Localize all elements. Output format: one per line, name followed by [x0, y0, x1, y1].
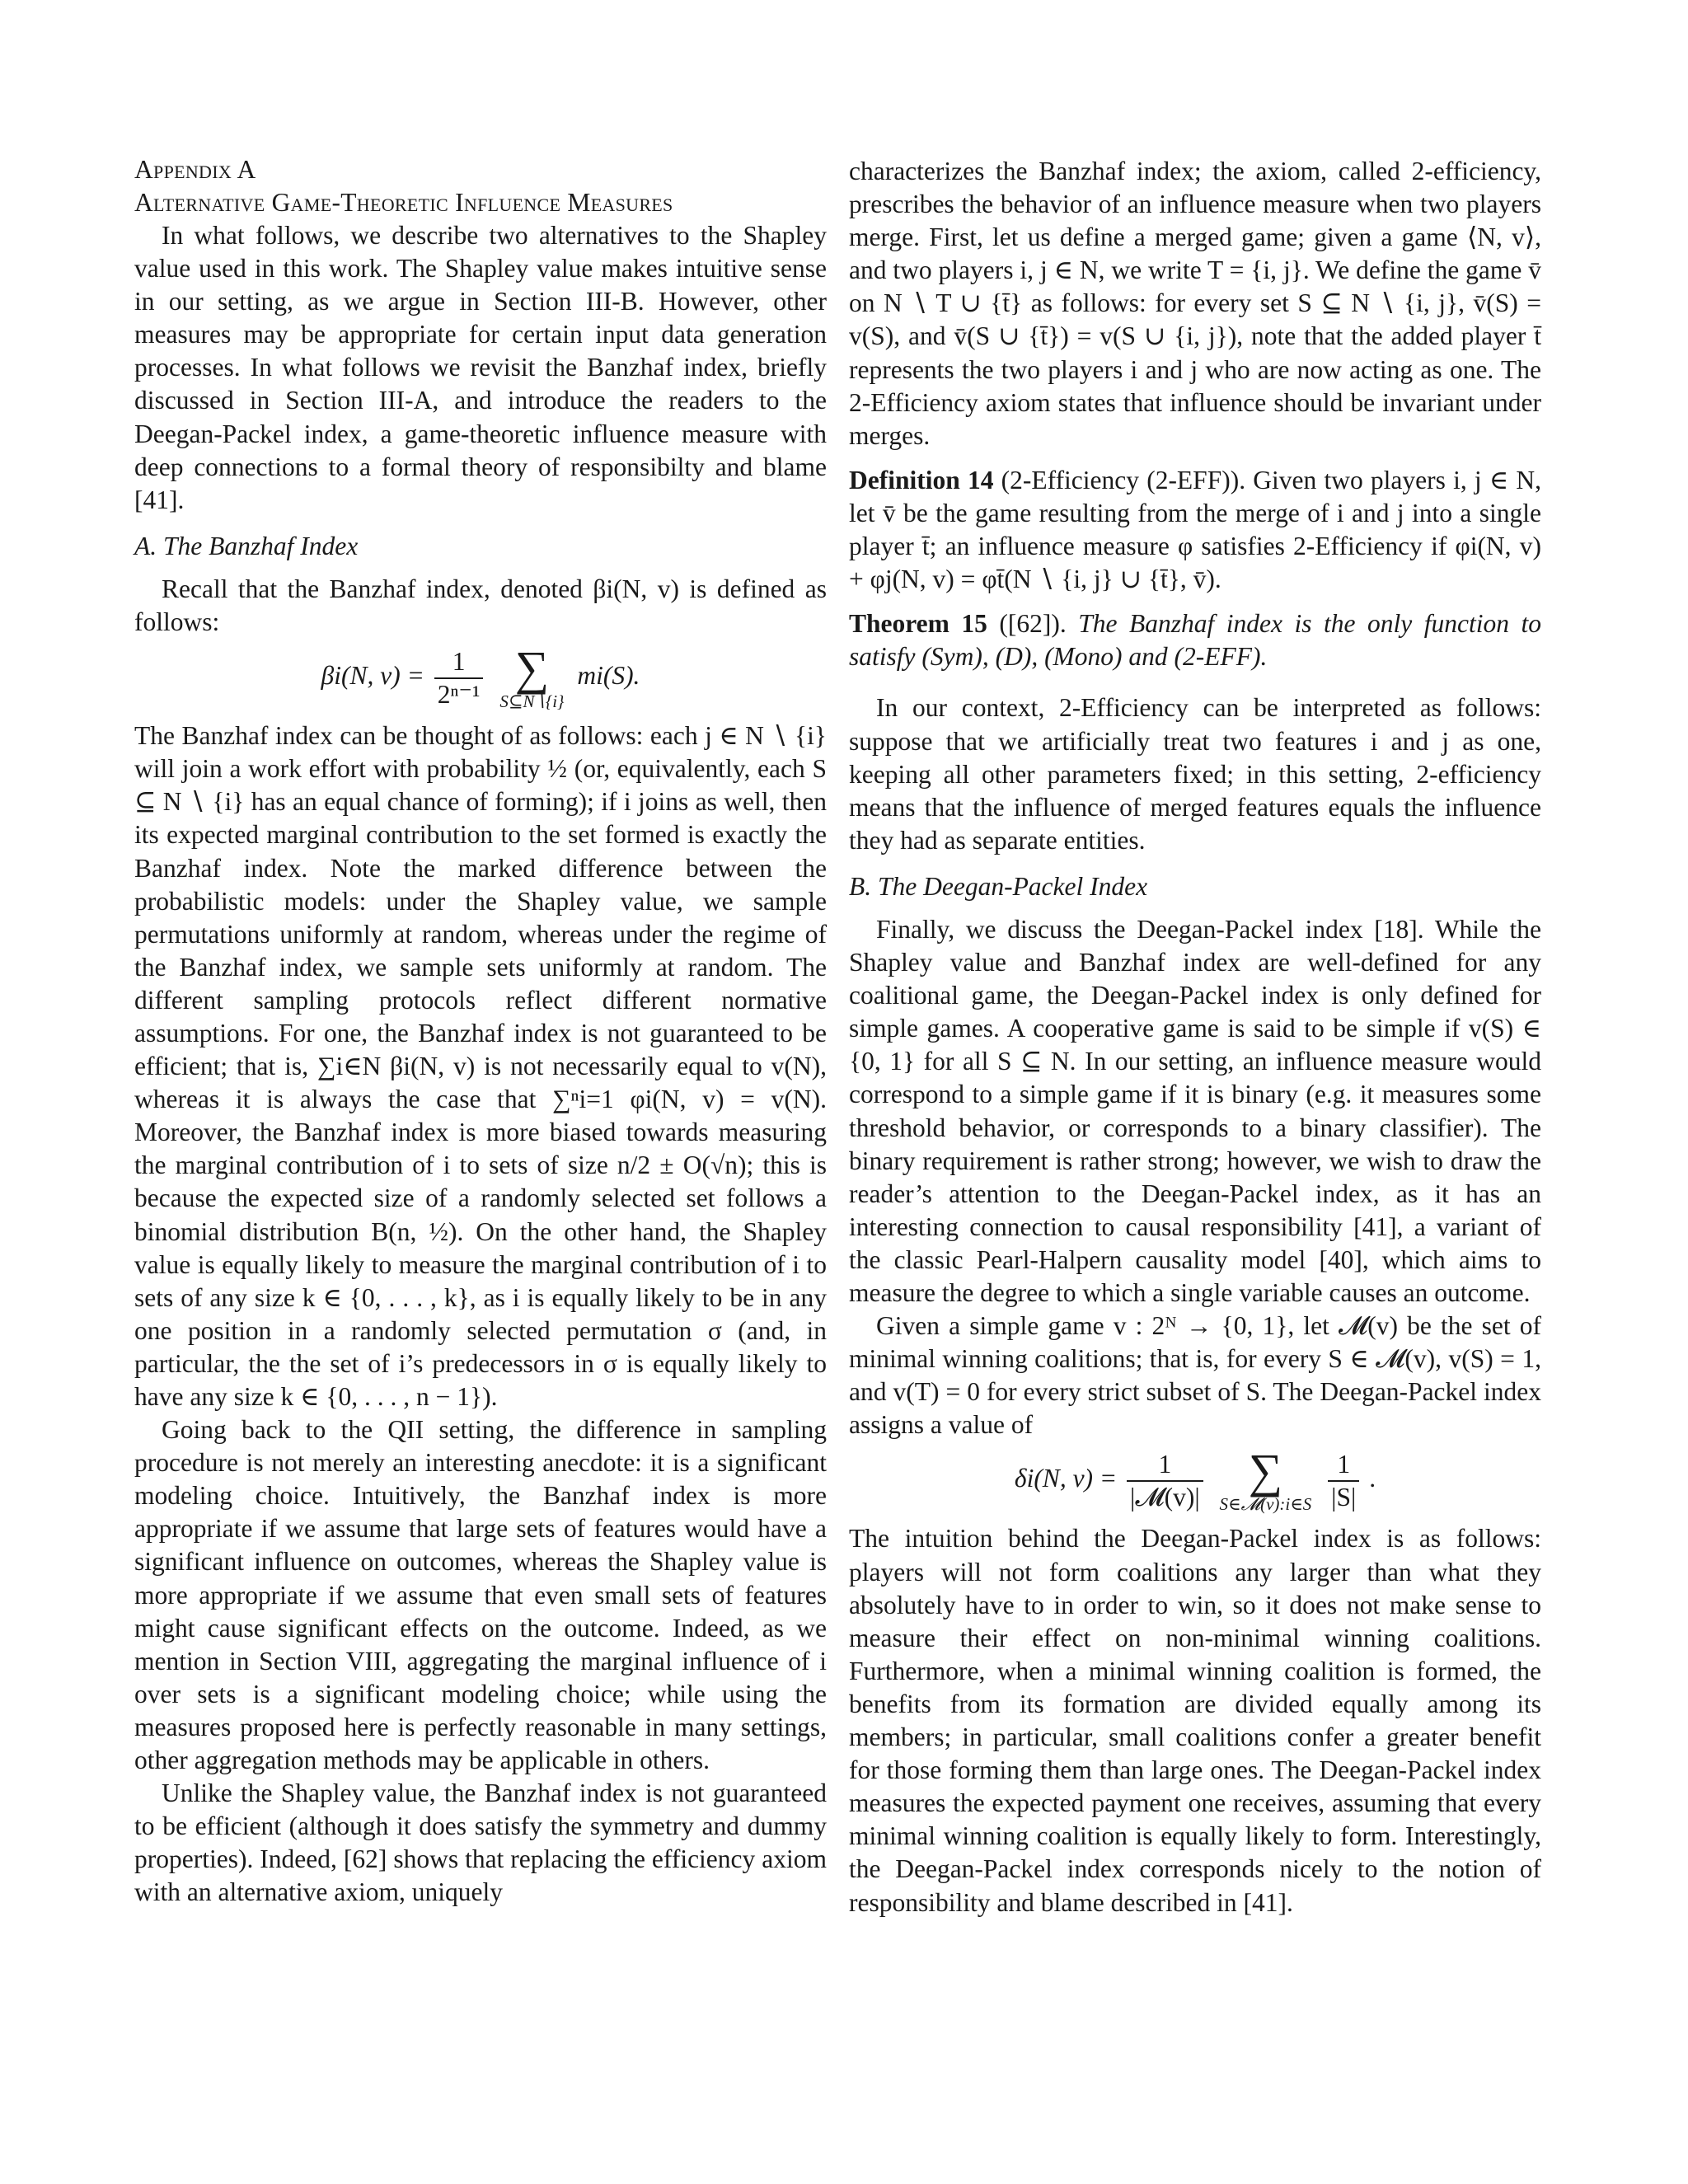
eq2-numerator-2: 1 [1328, 1449, 1359, 1482]
merge-paragraph: characterizes the Banzhaf index; the axiom, called 2-efficiency, prescribes the behavior of an influence measure when two players merge. First, let us define a merged game; given a game ⟨N, v⟩, and two players i, j ∈ N, we write T = {i, j}. We define the game v̄ on N ∖ T ∪ {t̄} as follows: for every set S ⊆ N ∖ {i, j}, v̄(S) = v(S), and v̄(S ∪ {t̄}) = v(S ∪ {i, j}), note that the added player t̄ represents the two players i and j who are now acting as one. The 2-Efficiency axiom states that influence should be invariant under merges. [849, 157, 1541, 450]
eq2-denominator-1: |𝓜(v)| [1130, 1483, 1200, 1512]
context-paragraph: In our context, 2-Efficiency can be interpreted as follows: suppose that we artificially treat two features i and j as one, keeping all other parameters fixed; in this setting, 2-efficiency means that the influence of merged features equals the influence they had as separate entities. [849, 693, 1541, 855]
eq1-numerator: 1 [434, 646, 484, 679]
appendix-title: Alternative Game-Theoretic Influence Measures [134, 188, 673, 217]
theorem-15-ref: ([62]). [999, 609, 1067, 639]
eq2-fraction-1 [1127, 1449, 1203, 1513]
eq1-fraction [434, 646, 484, 710]
definition-14-body: Given two players i, j ∈ N, let v̄ be the game resulting from the merge of i and j into a single player t̄; an influence measure φ satisfies 2-Efficiency if φi(N, v) + φj(N, v) = φt̄(N ∖ {i, j} ∪ {t̄}, v̄). [849, 465, 1542, 594]
eq1-sum-subscript: S⊆N∖{i} [499, 691, 565, 712]
eq2-numerator-1: 1 [1127, 1449, 1203, 1482]
right-column [849, 155, 1541, 1919]
eq1-rhs: mi(S). [577, 661, 640, 691]
unlike-shapley-paragraph: Unlike the Shapley value, the Banzhaf index is not guaranteed to be efficient (although it does satisfy the symmetry and dummy properties). Indeed, [62] shows that replacing the efficiency axiom with an alternative axiom, uniquely [134, 1779, 827, 1907]
banzhaf-equation [134, 641, 827, 712]
appendix-label: Appendix A [134, 155, 256, 184]
definition-14-label: Definition 14 [849, 465, 994, 494]
eq2-lhs: δi(N, v) = [1014, 1464, 1118, 1493]
simple-game-paragraph: Given a simple game v : 2ᴺ → {0, 1}, let 𝓜(v) be the set of minimal winning coalitions; that is, for every S ∈ 𝓜(v), v(S) = 1, and v(T) = 0 for every strict subset of S. The Deegan-Packel index assigns a value of [849, 1311, 1541, 1440]
eq1-denominator: 2ⁿ⁻¹ [437, 680, 481, 710]
eq2-sum [1219, 1444, 1312, 1515]
theorem-15-label: Theorem 15 [849, 609, 987, 639]
deegan-packel-paragraph: Finally, we discuss the Deegan-Packel index [18]. While the Shapley value and Banzhaf index are well-defined for any coalitional game, the Deegan-Packel index is only defined for simple games. A cooperative game is said to be simple if v(S) ∈ {0, 1} for all S ⊆ N. In our setting, an influence measure would correspond to a simple game if it is binary (e.g. it measures some threshold behavior, or corresponds to a binary classifier). The binary requirement is rather strong; however, we wish to draw the reader’s attention to the Deegan-Packel index, as it has an interesting connection to causal responsibility [41], a variant of the classic Pearl-Halpern causality model [40], which aims to measure the degree to which a single variable causes an outcome. [849, 914, 1541, 1307]
eq1-sigma: ∑ [514, 641, 550, 696]
banzhaf-thought-paragraph: The Banzhaf index can be thought of as follows: each j ∈ N ∖ {i} will join a work effort with probability ½ (or, equivalently, each S ⊆ N ∖ {i} has an equal chance of forming); if i joins as well, then its expected marginal contribution to the set formed is exactly the Banzhaf index. Note the marked difference between the probabilistic models: under the Shapley value, we sample permutations uniformly at random, whereas under the regime of the Banzhaf index, we sample sets uniformly at random. The different sampling protocols reflect different normative assumptions. For one, the Banzhaf index is not guaranteed to be efficient; that is, ∑i∈N βi(N, v) is not necessarily equal to v(N), whereas it is always the case that ∑ⁿi=1 φi(N, v) = v(N). Moreover, the Banzhaf index is more biased towards measuring the marginal contribution of i to sets of size n/2 ± O(√n); this is because the expected size of a randomly selected set follows a binomial distribution B(n, ½). On the other hand, the Shapley value is equally likely to measure the marginal contribution of i to sets of any size k ∈ {0, . . . , k}, as i is equally likely to be in any one position in a randomly selected permutation σ (and, in particular, the the set of i’s predecessors in σ is equally likely to have any size k ∈ {0, . . . , n − 1}). [134, 721, 827, 1411]
left-column [134, 153, 827, 1910]
eq2-sigma: ∑ [1248, 1444, 1283, 1498]
definition-14 [849, 464, 1541, 596]
theorem-15 [849, 607, 1541, 673]
eq2-fraction-2 [1328, 1449, 1359, 1513]
eq1-sum [499, 641, 565, 712]
theorem-15-body: The Banzhaf index is the only function to satisfy (Sym), (D), (Mono) and (2-EFF). [849, 609, 1542, 672]
intro-paragraph: In what follows, we describe two alternatives to the Shapley value used in this work. The Shapley value makes intuitive sense in our setting, as we argue in Section III-B. However, other measures may be appropriate for certain input data generation processes. In what follows we revisit the Banzhaf index, briefly discussed in Section III-A, and introduce the readers to the Deegan-Packel index, a game-theoretic influence measure with deep connections to a formal theory of responsibilty and blame [41]. [134, 221, 827, 514]
section-b-heading: B. The Deegan-Packel Index [849, 871, 1148, 901]
deegan-packel-equation [849, 1444, 1541, 1515]
eq2-end: . [1369, 1464, 1376, 1493]
qii-paragraph: Going back to the QII setting, the difference in sampling procedure is not merely an interesting anecdote: it is a significant modeling choice. Intuitively, the Banzhaf index is more appropriate if we assume that large sets of features would have a significant influence on outcomes, whereas the Shapley value is more appropriate if we assume that even small sets of features might cause significant effects on the outcome. Indeed, as we mention in Section VIII, aggregating the marginal influence of i over sets is a significant modeling choice; while using the measures proposed here is perfectly reasonable in many settings, other aggregation methods may be applicable in others. [134, 1415, 827, 1775]
definition-14-name: (2-Efficiency (2-EFF)). [1001, 465, 1246, 494]
section-a-heading: A. The Banzhaf Index [134, 531, 359, 560]
intuition-paragraph: The intuition behind the Deegan-Packel index is as follows: players will not form coalitions any larger than what they absolutely have to in order to win, so it does not make sense to measure their effect on non-minimal winning coalitions. Furthermore, when a minimal winning coalition is formed, the benefits from its formation are divided equally among its members; in particular, small coalitions confer a greater benefit for those forming them than large ones. The Deegan-Packel index measures the expected payment one receives, assuming that every minimal winning coalition is equally likely to form. Interestingly, the Deegan-Packel index corresponds nicely to the notion of responsibility and blame described in [41]. [849, 1524, 1541, 1917]
eq2-denominator-2: |S| [1331, 1483, 1357, 1512]
eq2-sum-subscript: S∈𝓜(v):i∈S [1219, 1494, 1312, 1515]
eq1-lhs: βi(N, v) = [321, 661, 424, 691]
banzhaf-definition-text: Recall that the Banzhaf index, denoted βi(N, v) is defined as follows: [134, 574, 827, 637]
